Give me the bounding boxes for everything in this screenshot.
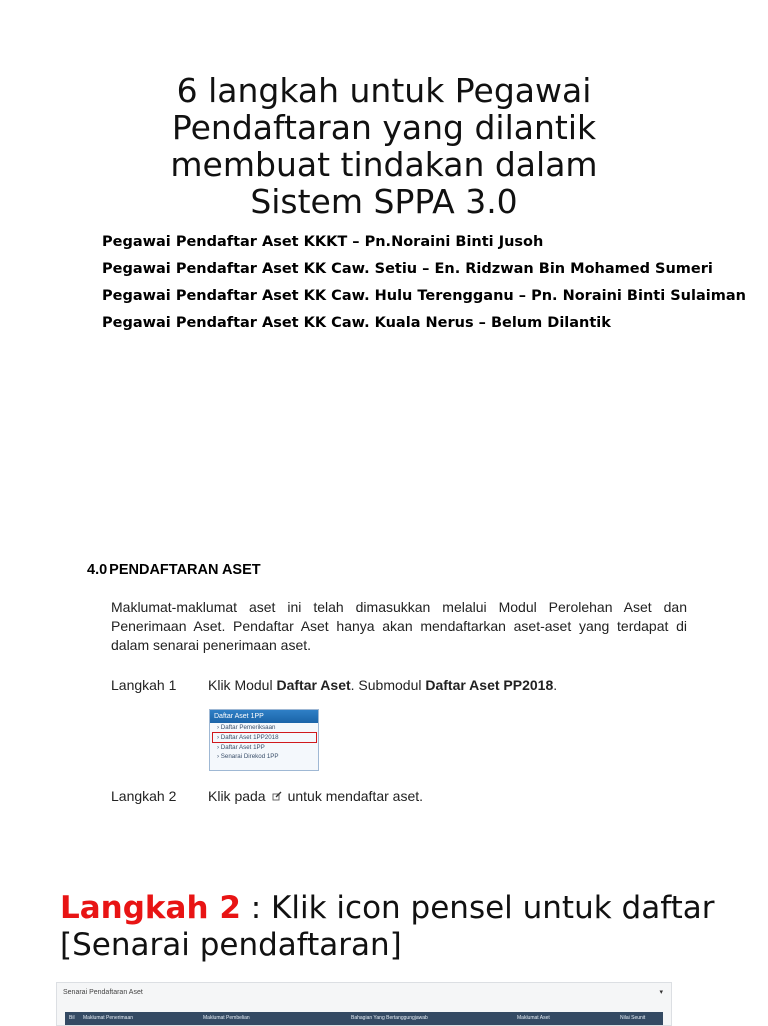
menu-item-label: Daftar Aset 1PP2018 <box>220 734 279 741</box>
step-bold: Daftar Aset PP <box>425 677 523 693</box>
step-label: Langkah 2 <box>111 788 177 804</box>
step-text: Klik pada <box>208 788 266 804</box>
manual-section-heading <box>87 562 263 578</box>
section-title: PENDAFTARAN ASET <box>109 562 261 578</box>
column-header[interactable]: Maklumat Pembelian <box>203 1015 250 1021</box>
menu-item-label: Daftar Pemeriksaan <box>220 724 276 731</box>
slide-title <box>0 72 768 220</box>
slide-title-line: membuat tindakan dalam <box>170 145 598 184</box>
menu-item-label: Daftar Aset 1PP <box>220 744 265 751</box>
officer-item: Pegawai Pendaftar Aset KK Caw. Kuala Nerus – Belum Dilantik <box>102 315 611 331</box>
manual-step-2 <box>111 788 423 804</box>
manual-step-1 <box>111 677 557 693</box>
pencil-edit-icon[interactable] <box>272 788 282 798</box>
step-heading-bold: Langkah 2 <box>60 890 241 926</box>
section-number: 4.0 <box>87 562 108 578</box>
table-header <box>65 1012 663 1025</box>
menu-item[interactable]: › Senarai Direkod 1PP <box>217 753 279 760</box>
menu-header: Daftar Aset 1PP <box>210 710 318 723</box>
menu-item-label: Senarai Direkod 1PP <box>220 753 279 760</box>
column-header[interactable]: Bil <box>69 1015 75 1021</box>
column-header[interactable]: Nilai Seunit <box>620 1015 646 1021</box>
officer-item: Pegawai Pendaftar Aset KKKT – Pn.Noraini Binti Jusoh <box>102 234 544 250</box>
step-text: . <box>553 677 558 693</box>
manual-paragraph: Maklumat-maklumat aset ini telah dimasukkan melalui Modul Perolehan Aset dan Penerimaan Aset. Pendaftar Aset hanya akan mendaftarkan aset-aset yang terdapat di dalam senarai penerimaan aset. <box>111 599 687 653</box>
menu-screenshot <box>209 709 319 771</box>
step-text: . Submodul <box>350 677 426 693</box>
officer-item: Pegawai Pendaftar Aset KK Caw. Setiu – En. Ridzwan Bin Mohamed Sumeri <box>102 261 713 277</box>
column-header[interactable]: Maklumat Penerimaan <box>83 1015 134 1021</box>
slide-title-line: Pendaftaran yang dilantik <box>171 108 597 147</box>
slide-title-line: 6 langkah untuk Pegawai <box>176 71 592 110</box>
slide-title-line: Sistem SPPA 3.0 <box>250 182 518 221</box>
step-text: Klik Modul <box>208 677 277 693</box>
step-bold: 2018 <box>522 677 554 693</box>
menu-item[interactable]: › Daftar Pemeriksaan <box>217 724 276 731</box>
collapse-toggle-icon[interactable]: ▾ <box>659 989 663 996</box>
officer-list <box>102 229 746 337</box>
step-label: Langkah 1 <box>111 677 177 693</box>
column-header[interactable]: Bahagian Yang Bertanggungjawab <box>351 1015 428 1021</box>
panel-title: Senarai Pendaftaran Aset <box>63 989 143 996</box>
menu-item[interactable]: › Daftar Aset 1PP <box>217 744 265 751</box>
step-text: untuk mendaftar aset. <box>287 788 424 804</box>
registration-list-panel <box>56 982 672 1026</box>
menu-item-selected[interactable]: › Daftar Aset 1PP2018 <box>212 732 317 743</box>
step-bold: Daftar Aset <box>276 677 351 693</box>
officer-item: Pegawai Pendaftar Aset KK Caw. Hulu Terengganu – Pn. Noraini Binti Sulaiman <box>102 288 746 304</box>
step-heading <box>60 890 760 964</box>
column-header[interactable]: Maklumat Aset <box>517 1015 550 1021</box>
step-heading-rest: : Klik icon pensel untuk daftar [Senarai pendaftaran] <box>60 890 715 963</box>
